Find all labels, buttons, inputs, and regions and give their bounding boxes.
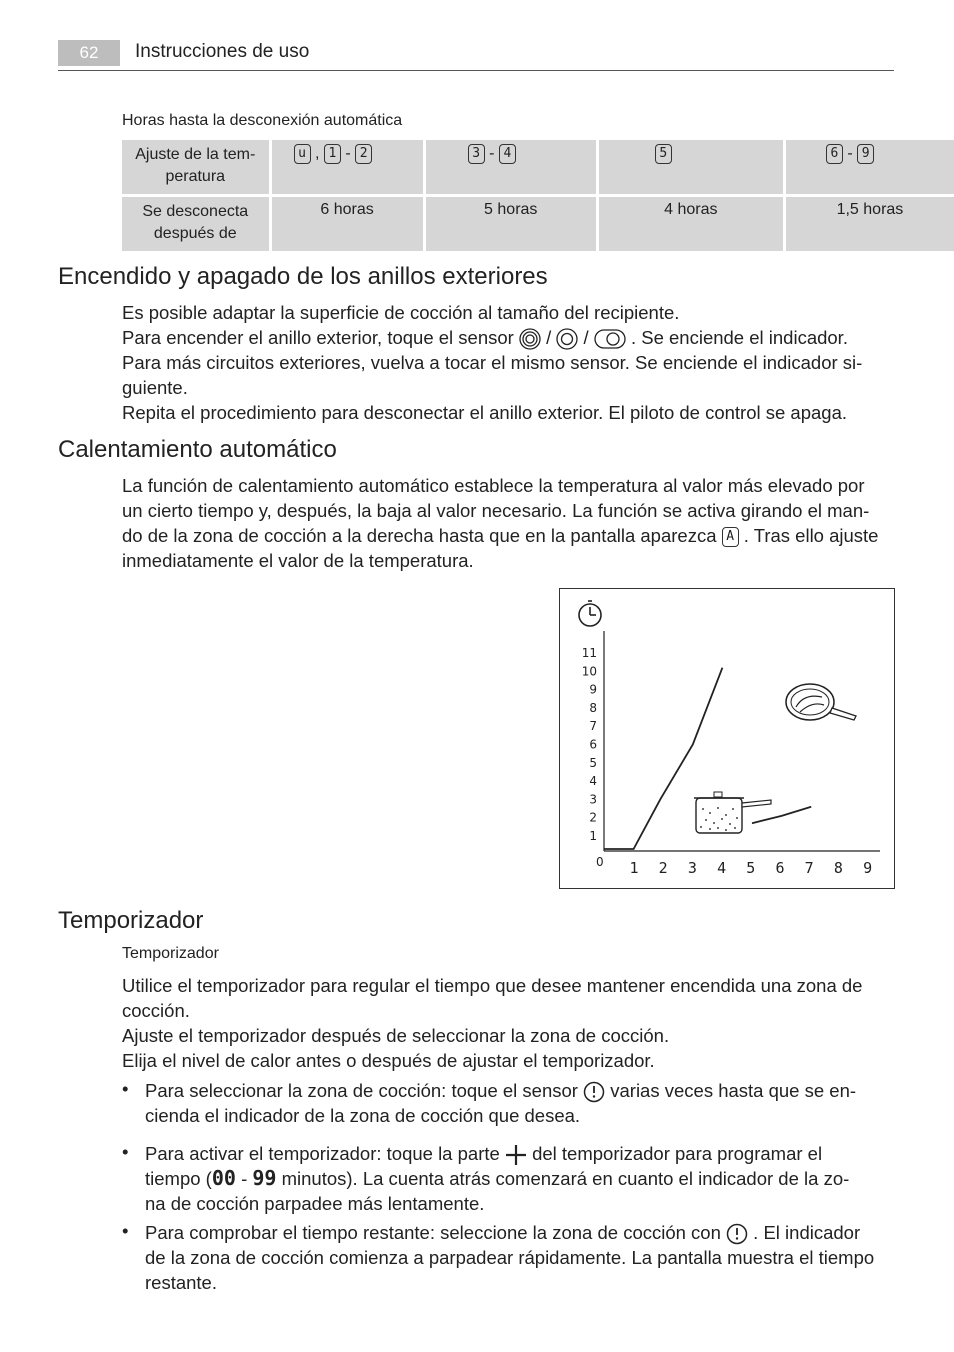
section-body-outer-rings: Es posible adaptar la superficie de cocción al tamaño del recipiente. Para encender el anillo exterior, toque el sensor / / . Se enciende el indicador. Para más circuitos exteriores, vuelva a tocar el mismo sensor. Se enciende el indicador si- guiente. Repita el procedimiento para desconectar el anillo exterior. El piloto de control se apaga. — [122, 302, 863, 424]
table-row — [122, 197, 954, 251]
x-tick-label: 4 — [717, 859, 727, 877]
display-digit: u — [294, 144, 311, 164]
display-digit: 4 — [499, 144, 516, 164]
x-tick-label: 8 — [833, 859, 843, 877]
y-ticks — [582, 646, 597, 843]
table-cell-duration: 1,5 horas — [786, 197, 954, 251]
display-digit: 5 — [655, 144, 672, 164]
y-tick-label: 2 — [589, 810, 597, 825]
table-cell-setting: u , 1 - 2 — [272, 140, 423, 194]
pot-icon — [694, 792, 771, 833]
display-digit: 3 — [468, 144, 485, 164]
table-cell-setting: 6 - 9 — [786, 140, 954, 194]
table-cell-label: Ajuste de la tem- peratura — [122, 140, 269, 194]
auto-heat-chart — [559, 588, 895, 889]
clock-icon — [579, 601, 601, 626]
x-ticks — [629, 859, 872, 877]
x-tick-label: 3 — [687, 859, 697, 877]
table-cell-duration: 4 horas — [599, 197, 783, 251]
table-cell-duration: 5 horas — [426, 197, 596, 251]
y-tick-label: 1 — [589, 829, 597, 843]
x-tick-label: 7 — [804, 859, 814, 877]
bullet-activate-timer: Para activar el temporizador: toque la parte del temporizador para programar el tiempo (00 - 99 minutos). La cuenta atrás comenzará en cuanto el indicador de la zo- na de cocción parpadee más lentamente. — [145, 1143, 850, 1215]
series-line-2 — [752, 807, 811, 823]
timer-icon — [583, 1081, 605, 1103]
page-number: 62 — [58, 40, 120, 66]
display-symbol-a: A — [722, 527, 739, 547]
display-digit: 2 — [355, 144, 372, 164]
section-title-outer-rings: Encendido y apagado de los anillos exteriores — [58, 263, 548, 290]
origin-label: 0 — [596, 855, 604, 869]
y-tick-label: 4 — [589, 774, 597, 789]
oval-ring-sensor-icon — [594, 328, 626, 350]
y-tick-label: 10 — [581, 664, 597, 679]
bullet: • — [122, 1078, 129, 1099]
table-cell-setting — [599, 140, 783, 194]
bullet-check-time: Para comprobar el tiempo restante: seleccione la zona de cocción con . El indicador de la zona de cocción comienza a parpadear rápidamente. La pantalla muestra el tiempo restante. — [145, 1222, 875, 1294]
section-title-auto-heat: Calentamiento automático — [58, 436, 337, 463]
x-tick-label: 2 — [658, 859, 668, 877]
page-header-title: Instrucciones de uso — [135, 41, 310, 62]
y-tick-label: 6 — [589, 737, 597, 752]
table-row — [122, 140, 954, 194]
y-tick-label: 7 — [589, 719, 597, 734]
y-tick-label: 3 — [589, 792, 597, 807]
double-ring-sensor-icon — [556, 328, 578, 350]
section-body-auto-heat: La función de calentamiento automático establece la temperatura al valor más elevado por un cierto tiempo y, después, la baja al valor necesario. La función se activa girando el man- do de la zona de cocción a la derecha hasta que en la pantalla aparezca A . Tras ello ajuste inmediatamente el valor de la temperatura. — [122, 475, 879, 571]
x-tick-label: 5 — [746, 859, 756, 877]
y-tick-label: 8 — [589, 700, 597, 715]
y-tick-label: 5 — [589, 755, 597, 770]
table-cell-label: Se desconecta después de — [122, 197, 269, 251]
section-body-timer: Utilice el temporizador para regular el tiempo que desee mantener encendida una zona de cocción. Ajuste el temporizador después de seleccionar la zona de cocción. Elija el nivel de calor antes o después de ajustar el temporizador. — [122, 975, 863, 1071]
y-tick-label: 9 — [589, 682, 597, 697]
display-digit: 1 — [324, 144, 341, 164]
timer-caption: Temporizador — [122, 945, 219, 962]
timer-icon — [726, 1223, 748, 1245]
display-digit: 9 — [857, 144, 874, 164]
auto-heat-chart-svg — [560, 589, 894, 888]
y-tick-label: 11 — [581, 646, 597, 660]
plus-icon — [505, 1144, 527, 1166]
table-cell-duration: 6 horas — [272, 197, 423, 251]
auto-off-table — [119, 137, 954, 254]
header-rule — [58, 70, 894, 71]
table-cell-setting: 3 - 4 — [426, 140, 596, 194]
x-tick-label: 6 — [775, 859, 785, 877]
table-caption: Horas hasta la desconexión automática — [122, 112, 403, 129]
display-digit: 6 — [826, 144, 843, 164]
bullet-select-zone: Para seleccionar la zona de cocción: toque el sensor varias veces hasta que se en- cienda el indicador de la zona de cocción que desea. — [145, 1080, 857, 1127]
bullet: • — [122, 1141, 129, 1162]
display-digits-min: 00 — [211, 1166, 236, 1191]
display-digits-max: 99 — [252, 1166, 277, 1191]
bullet: • — [122, 1220, 129, 1241]
x-tick-label: 9 — [863, 859, 873, 877]
section-title-timer: Temporizador — [58, 907, 204, 934]
pan-icon — [786, 684, 856, 720]
triple-ring-sensor-icon — [519, 328, 541, 350]
x-tick-label: 1 — [629, 859, 639, 877]
